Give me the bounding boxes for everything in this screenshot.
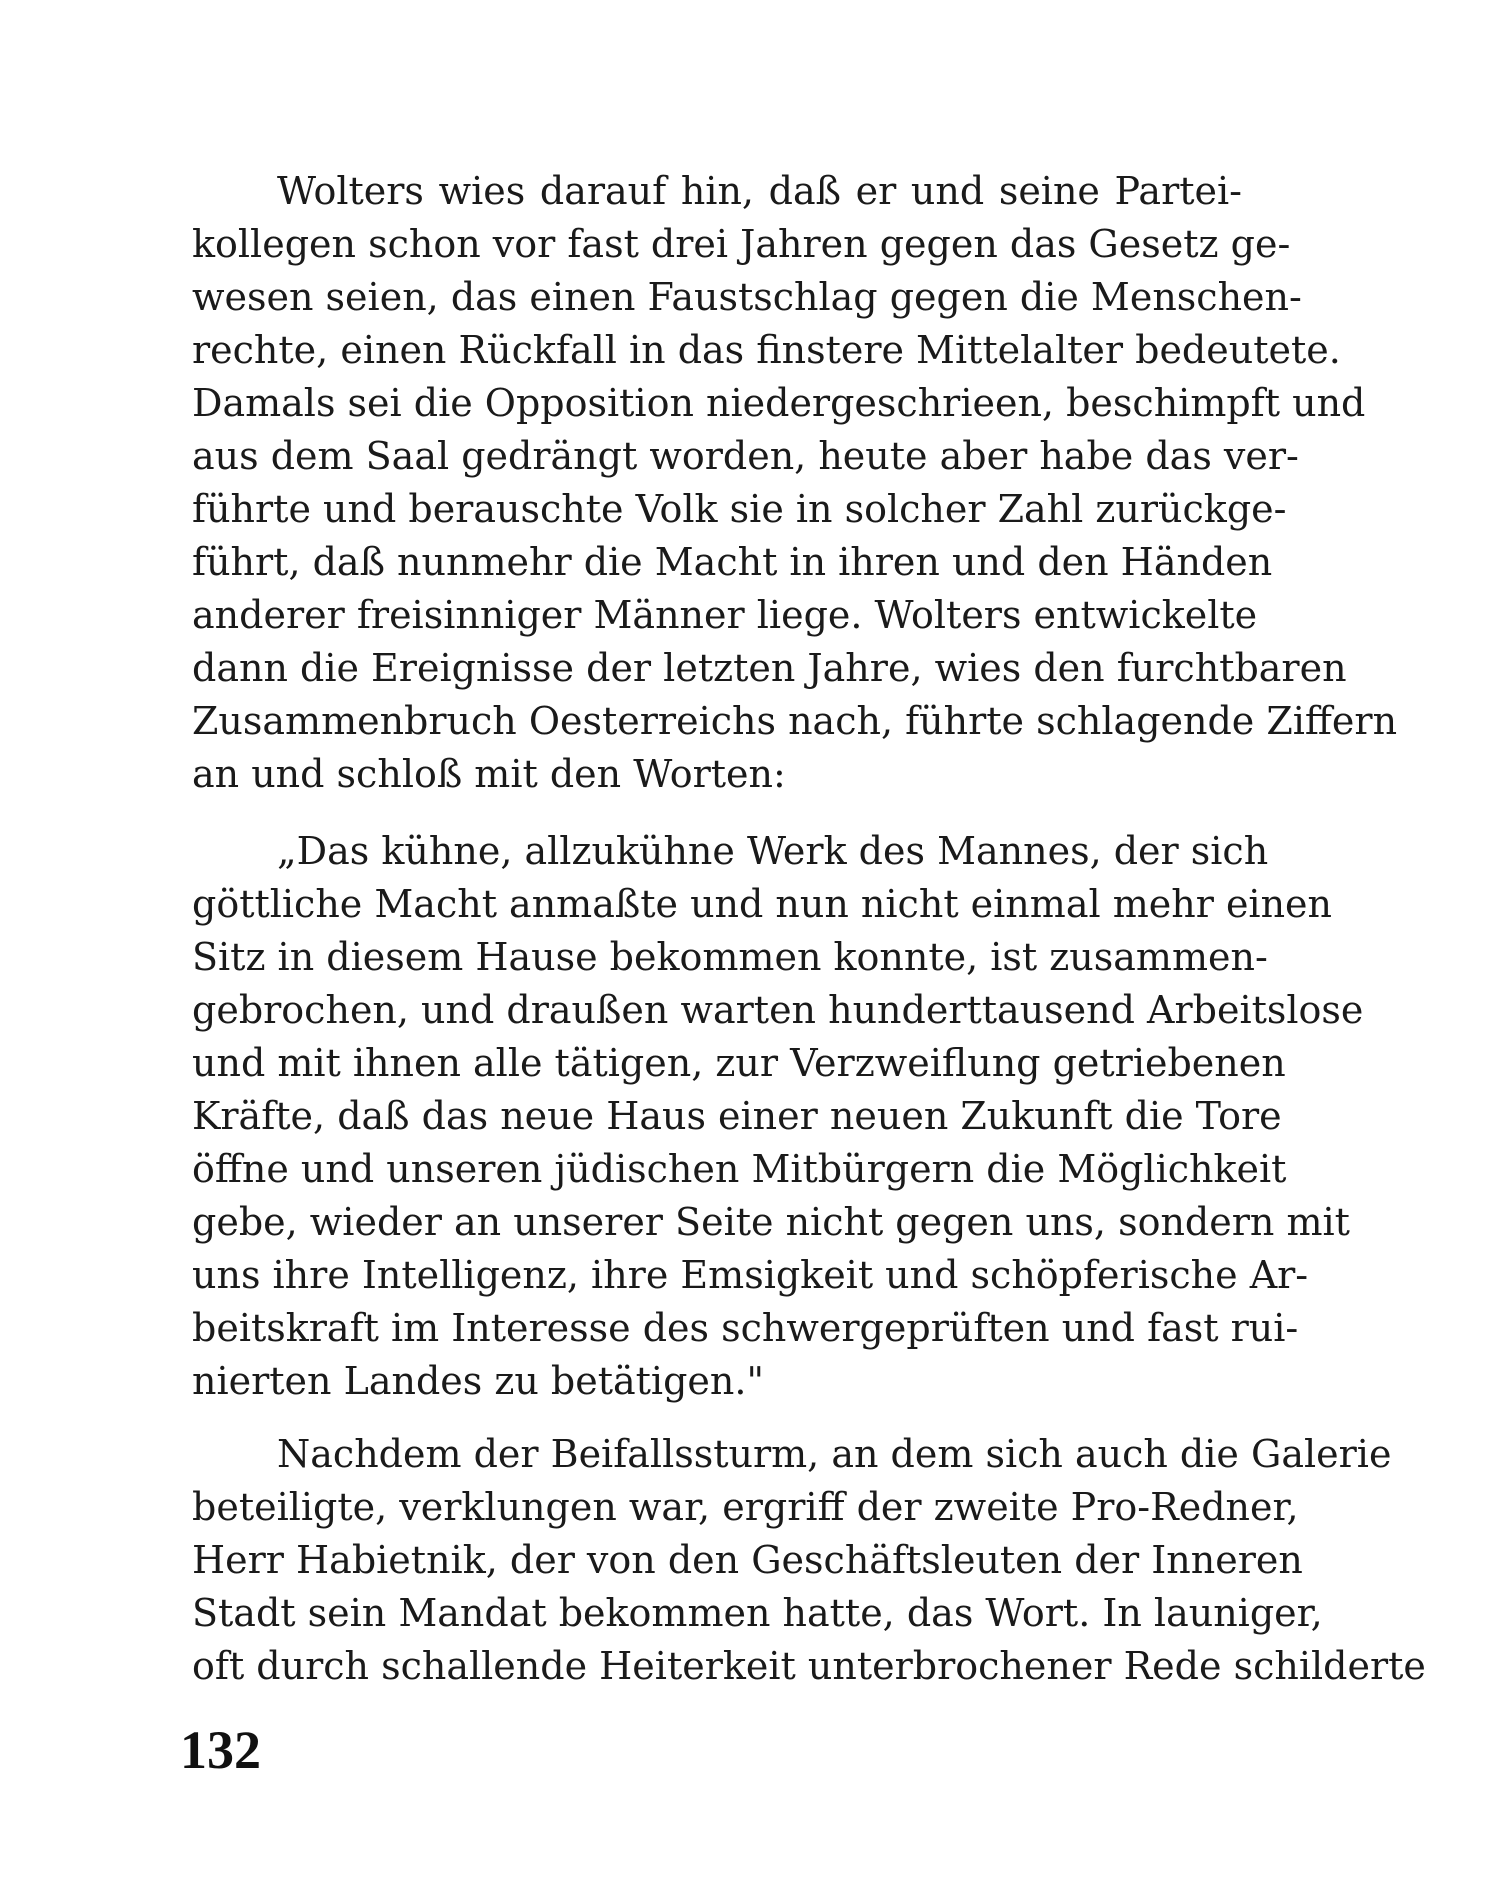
- text-line: Kräfte, daß das neue Haus einer neuen Zukunft die Tore: [192, 1094, 1282, 1138]
- text-line: Wolters wies darauf hin, daß er und seine Partei-: [277, 169, 1242, 213]
- text-line: gebrochen, und draußen warten hunderttausend Arbeitslose: [192, 988, 1364, 1032]
- paragraph-3: [192, 1428, 1426, 1693]
- text-line: führt, daß nunmehr die Macht in ihren und den Händen: [192, 540, 1273, 584]
- page-number: 132: [180, 1720, 261, 1780]
- text-line: Stadt sein Mandat bekommen hatte, das Wort. In launiger,: [192, 1591, 1323, 1635]
- text-line: an und schloß mit den Worten:: [192, 752, 786, 796]
- paragraph-2-quote: [192, 825, 1364, 1408]
- text-line: göttliche Macht anmaßte und nun nicht einmal mehr einen: [192, 882, 1333, 926]
- text-line: Sitz in diesem Hause bekommen konnte, ist zusammen-: [192, 935, 1268, 979]
- text-line: rechte, einen Rückfall in das finstere Mittelalter bedeutete.: [192, 328, 1341, 372]
- text-line: öffne und unseren jüdischen Mitbürgern die Möglichkeit: [192, 1147, 1287, 1191]
- text-line: Damals sei die Opposition niedergeschrieen, beschimpft und: [192, 381, 1366, 425]
- text-line: Herr Habietnik, der von den Geschäftsleuten der Inneren: [192, 1538, 1303, 1582]
- text-line: gebe, wieder an unserer Seite nicht gegen uns, sondern mit: [192, 1200, 1350, 1244]
- text-line: beitskraft im Interesse des schwergeprüften und fast rui-: [192, 1306, 1299, 1350]
- paragraph-1: [192, 165, 1398, 801]
- text-line: führte und berauschte Volk sie in solcher Zahl zurückge-: [192, 487, 1287, 531]
- text-line: Nachdem der Beifallssturm, an dem sich auch die Galerie: [277, 1432, 1392, 1476]
- text-line: und mit ihnen alle tätigen, zur Verzweiflung getriebenen: [192, 1041, 1286, 1085]
- text-line: beteiligte, verklungen war, ergriff der zweite Pro-Redner,: [192, 1485, 1299, 1529]
- text-line: uns ihre Intelligenz, ihre Emsigkeit und schöpferische Ar-: [192, 1253, 1309, 1297]
- text-line: aus dem Saal gedrängt worden, heute aber habe das ver-: [192, 434, 1299, 478]
- text-line: oft durch schallende Heiterkeit unterbrochener Rede schilderte: [192, 1644, 1426, 1688]
- text-line: „Das kühne, allzukühne Werk des Mannes, der sich: [277, 829, 1269, 873]
- text-line: anderer freisinniger Männer liege. Wolters entwickelte: [192, 593, 1258, 637]
- text-line: Zusammenbruch Oesterreichs nach, führte schlagende Ziffern: [192, 699, 1398, 743]
- text-line: nierten Landes zu betätigen.": [192, 1359, 764, 1403]
- text-line: kollegen schon vor fast drei Jahren gegen das Gesetz ge-: [192, 222, 1291, 266]
- text-line: wesen seien, das einen Faustschlag gegen die Menschen-: [192, 275, 1302, 319]
- text-line: dann die Ereignisse der letzten Jahre, wies den furchtbaren: [192, 646, 1347, 690]
